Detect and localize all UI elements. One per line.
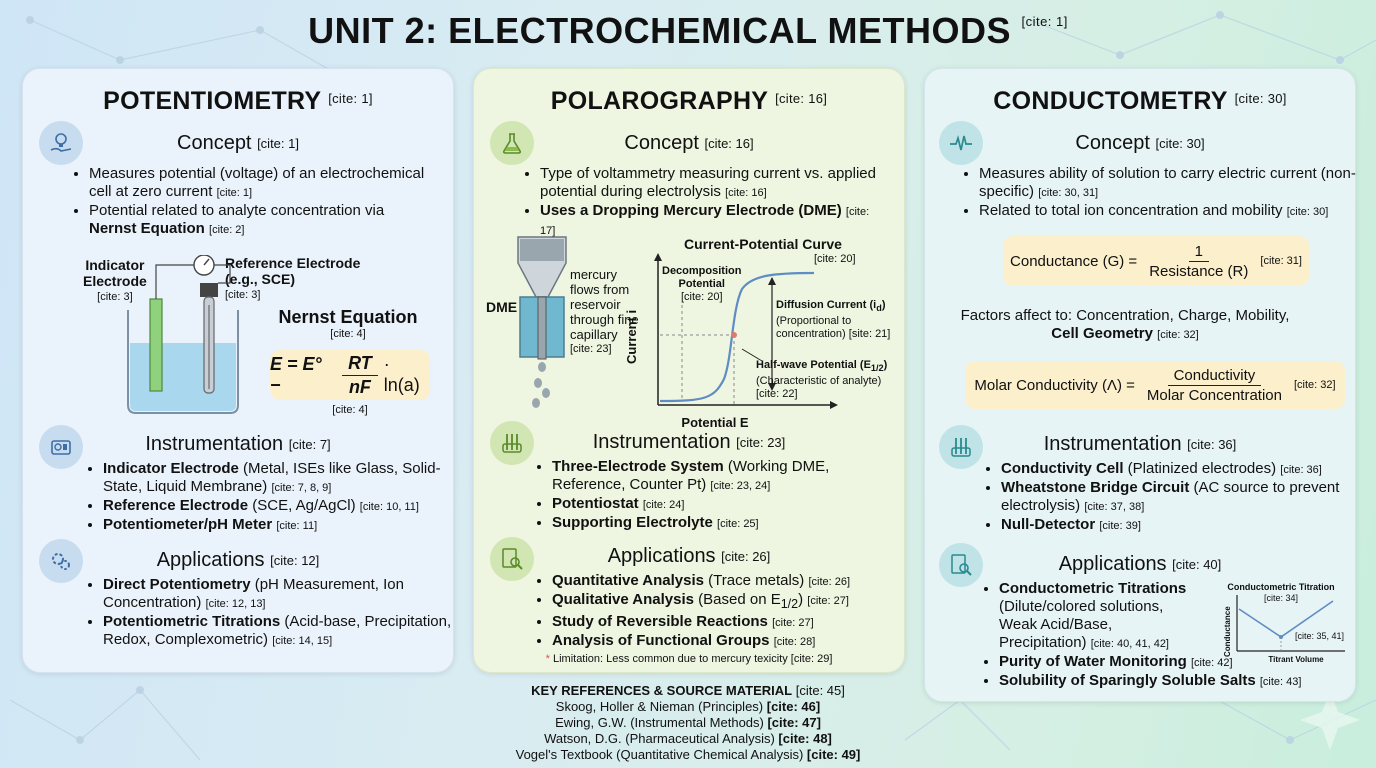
nernst-title — [273, 307, 423, 340]
note-line: through fine — [570, 312, 639, 327]
item-line: Weak Acid/Base, — [999, 616, 1113, 633]
item-cite: [cite: 14, 15] — [272, 635, 333, 647]
polarography-panel — [473, 68, 905, 673]
item-text: Measures ability of solution to carry electric current (non-specific) — [979, 165, 1356, 200]
potentiometry-applications-list — [85, 576, 453, 650]
heading-text: Concept — [1075, 132, 1150, 154]
nernst-lhs: E = E° − — [270, 354, 322, 395]
item-bold: Study of Reversible Reactions — [552, 613, 768, 630]
potentiometry-applications-heading — [23, 549, 453, 572]
item-cite: [cite: 12, 13] — [205, 598, 266, 610]
label-line: concentration) — [776, 328, 846, 341]
factors-cite: [cite: 32] — [1157, 329, 1199, 341]
list-item — [89, 165, 429, 202]
factors-line: Factors affect to: Concentration, Charge, Mobility, — [960, 307, 1290, 324]
formula-den: Molar Concentration — [1146, 386, 1282, 404]
reference-text: Skoog, Holler & Nieman (Principles) — [555, 699, 767, 714]
item-bold: Purity of Water Monitoring — [999, 653, 1187, 670]
list-item — [540, 165, 880, 202]
item-text: (pH Measurement, Ion Concentration) — [103, 576, 404, 611]
reference-text: Ewing, G.W. (Instrumental Methods) — [555, 715, 768, 730]
label-text: ) — [881, 299, 886, 311]
label-text: ) — [883, 359, 888, 371]
item-bold: Null-Detector — [1001, 516, 1096, 533]
formula-cite: [cite: 32] — [1293, 379, 1336, 391]
label-cite: [cite: 3] — [225, 289, 261, 301]
heading-text: Instrumentation — [145, 433, 284, 455]
list-item — [979, 202, 1364, 221]
heading-cite: [cite: 16] — [704, 136, 754, 151]
formula-lhs: Conductance (G) = — [1010, 252, 1138, 270]
mini-chart-xlabel: Titrant Volume — [1268, 655, 1324, 664]
polarography-concept-heading — [474, 132, 904, 155]
conductometry-panel — [924, 68, 1356, 702]
references-title-cite: [cite: 45] — [795, 683, 845, 698]
limitation-text: Limitation: Less common due to mercury texicity — [552, 653, 788, 665]
item-bold: Potentiostat — [552, 495, 639, 512]
conductometry-instrumentation-heading — [925, 433, 1355, 456]
item-bold: Supporting Electrolyte — [552, 514, 713, 531]
item-bold: Indicator Electrode — [103, 460, 239, 477]
reference-item — [473, 731, 903, 747]
potentiometry-concept-list — [71, 165, 429, 239]
curve-ylabel: Current i — [624, 309, 639, 364]
label-cite: [site: 21] — [848, 328, 891, 341]
item-bold: Wheatstone Bridge Circuit — [1001, 479, 1190, 496]
reference-cite: [cite: 48] — [778, 731, 832, 746]
item-cite: [cite: 2] — [209, 224, 245, 236]
item-bold: Solubility of Sparingly Soluble Salts — [999, 672, 1256, 689]
item-bold: Three-Electrode System — [552, 458, 724, 475]
list-item — [103, 613, 453, 650]
item-cite: [cite: 7, 8, 9] — [271, 482, 332, 494]
note-line: mercury — [570, 267, 617, 282]
note-cite: [cite: 23] — [570, 343, 612, 355]
item-cite: [cite: 16] — [725, 187, 767, 199]
item-text: (Metal, ISEs like Glass, Solid-State, Liquid Membrane) — [103, 460, 441, 495]
item-bold: Conductometric Titrations — [999, 580, 1187, 597]
item-text: (Based on E — [694, 591, 781, 608]
nernst-equation-cite: [cite: 4] — [332, 404, 368, 416]
factors-text — [925, 307, 1325, 344]
item-bold: Qualitative Analysis — [552, 591, 695, 608]
item-bold: Potentiometric Titrations — [103, 613, 281, 630]
item-text: (AC source to prevent electrolysis) — [1001, 479, 1340, 514]
reference-text: Vogel's Textbook (Quantitative Chemical Analysis) — [515, 747, 807, 762]
heading-cite: [cite: 7] — [288, 437, 331, 452]
diffusion-current-label — [776, 299, 890, 341]
potentiometry-concept-heading — [23, 132, 453, 155]
limitation-cite: [cite: 29] — [790, 653, 833, 665]
item-line: (Dilute/colored solutions, — [999, 598, 1164, 615]
list-item — [1001, 460, 1341, 479]
half-wave-potential-label — [756, 359, 887, 401]
page-title — [0, 10, 1376, 52]
polarography-applications-heading — [474, 545, 904, 568]
item-cite: [cite: 17] — [540, 206, 870, 237]
conductometry-concept-list — [961, 165, 1364, 221]
list-item — [103, 516, 453, 535]
reference-item — [473, 715, 903, 731]
item-bold: Direct Potentiometry — [103, 576, 251, 593]
label-line: (e.g., SCE) — [225, 271, 296, 287]
reference-cite: [cite: 47] — [767, 715, 821, 730]
nernst-title-text: Nernst Equation — [278, 307, 418, 327]
polarography-instrumentation-heading — [474, 431, 904, 454]
formula-num: Conductivity — [1168, 367, 1262, 386]
item-bold: Uses a Dropping Mercury Electrode (DME) — [540, 202, 842, 219]
note-line: flows from — [570, 282, 630, 297]
conductometry-concept-heading — [925, 132, 1355, 155]
label-cite: [cite: 3] — [97, 291, 133, 303]
conductance-fraction — [1143, 243, 1254, 280]
conductance-formula — [1003, 236, 1309, 286]
item-bold: Nernst Equation — [89, 220, 205, 237]
mini-titration-chart — [1225, 587, 1351, 657]
label-line: Electrode — [83, 273, 147, 289]
item-text: (SCE, Ag/AgCl) — [248, 497, 356, 514]
formula-num: 1 — [1189, 243, 1209, 262]
item-text: ) — [798, 591, 804, 608]
polarography-instrumentation-list — [534, 458, 892, 533]
potentiometry-concept-text: Concept — [177, 132, 252, 154]
item-cite: [cite: 37, 38] — [1084, 501, 1145, 513]
nernst-title-cite: [cite: 4] — [330, 328, 366, 340]
item-text: (Working DME, Reference, Counter Pt) — [552, 458, 830, 493]
heading-text: Instrumentation — [1043, 433, 1182, 455]
heading-cite: [cite: 40] — [1172, 557, 1222, 572]
factors-line: Cell Geometry — [1051, 325, 1153, 342]
conductometry-title — [925, 87, 1355, 116]
item-bold: Conductivity Cell — [1001, 460, 1124, 477]
limitation-note — [474, 653, 904, 665]
list-item — [979, 165, 1364, 202]
molar-fraction — [1141, 367, 1288, 404]
item-text: Measures potential (voltage) of an electrochemical cell at zero current — [89, 165, 425, 200]
item-cite: [cite: 42] — [1190, 657, 1233, 669]
list-item — [552, 572, 902, 591]
note-line: reservoir — [570, 297, 621, 312]
item-cite: [cite: 28] — [773, 636, 816, 648]
formula-cite: [cite: 31] — [1260, 255, 1302, 267]
label-cite: [cite: 22] — [756, 388, 798, 401]
label-line: Potential — [678, 278, 725, 290]
nernst-fraction — [342, 353, 378, 398]
item-cite: [cite: 10, 11] — [359, 501, 419, 513]
polarography-title-text: POLAROGRAPHY — [550, 87, 768, 115]
nernst-equation — [270, 350, 430, 400]
item-cite: [cite: 11] — [276, 520, 318, 532]
list-item — [999, 672, 1359, 691]
conductometry-applications-heading — [925, 553, 1355, 576]
references-title: KEY REFERENCES & SOURCE MATERIAL — [531, 683, 793, 698]
reference-cite: [cite: 49] — [806, 747, 861, 762]
item-text: Related to total ion concentration and mobility — [979, 202, 1283, 219]
item-cite: [cite: 40, 41, 42] — [1090, 638, 1169, 650]
heading-cite: [cite: 36] — [1187, 437, 1237, 452]
item-text: Potential related to analyte concentration via — [89, 202, 385, 219]
heading-text: Applications — [607, 545, 716, 567]
polarography-title-cite: [cite: 16] — [775, 91, 828, 106]
label-cite: [cite: 20] — [680, 291, 723, 303]
curve-title: Current-Potential Curve — [684, 236, 842, 252]
conductometry-title-text: CONDUCTOMETRY — [993, 87, 1228, 115]
label-text: Half-wave Potential (E — [756, 359, 871, 371]
item-text: (Acid-base, Precipitation, Redox, Complexometric) — [103, 613, 452, 648]
conductometry-instrumentation-list — [983, 460, 1341, 535]
heading-cite: [cite: 23] — [736, 435, 786, 450]
list-item — [552, 613, 902, 632]
electrochemical-cell-diagram — [118, 255, 253, 415]
list-item — [552, 514, 892, 533]
label-sub: 1/2 — [870, 363, 884, 374]
list-item — [103, 576, 453, 613]
item-cite: [cite: 43] — [1259, 676, 1302, 688]
item-bold: Quantitative Analysis — [552, 572, 704, 589]
formula-den: Resistance (R) — [1149, 262, 1249, 280]
heading-text: Applications — [156, 549, 265, 571]
polarography-concept-list — [522, 165, 880, 240]
label-line: (Proportional to — [776, 315, 852, 328]
item-text: Type of voltammetry measuring current vs. applied potential during electrolysis — [540, 165, 876, 200]
list-item — [552, 632, 902, 651]
limitation-marker: * — [545, 653, 550, 665]
item-cite: [cite: 27] — [807, 595, 849, 607]
heading-text: Applications — [1058, 553, 1167, 575]
label-line: (Characteristic of analyte) — [756, 375, 882, 388]
mini-chart-ylabel: Conductance — [1223, 606, 1232, 657]
item-cite: [cite: 39] — [1099, 520, 1141, 532]
item-cite: [cite: 30] — [1286, 206, 1329, 218]
note-line: capillary — [570, 327, 618, 342]
polarography-applications-list — [534, 572, 902, 651]
reference-cite: [cite: 46] — [766, 699, 821, 714]
nernst-rhs: · ln(a) — [383, 354, 420, 395]
heading-cite: [cite: 26] — [721, 549, 771, 564]
item-bold: Analysis of Functional Groups — [552, 632, 770, 649]
polarography-title — [474, 87, 904, 116]
references-section — [473, 683, 903, 763]
conductometry-title-cite: [cite: 30] — [1234, 91, 1287, 106]
item-sub: 1/2 — [780, 597, 799, 611]
potentiometry-panel — [22, 68, 454, 673]
item-cite: [cite: 27] — [772, 617, 814, 629]
item-line: Precipitation) — [999, 634, 1087, 651]
page-title-text: UNIT 2: ELECTROCHEMICAL METHODS — [308, 10, 1011, 51]
potentiometry-title — [23, 87, 453, 116]
dropping-mercury-electrode-diagram — [512, 235, 572, 415]
reference-item — [473, 699, 903, 715]
label-sub: d — [876, 303, 882, 314]
list-item — [1001, 479, 1341, 516]
mini-chart-point-cite: [cite: 35, 41] — [1295, 631, 1345, 641]
label-line: Indicator — [85, 257, 145, 273]
label-line: Decomposition — [662, 265, 742, 277]
heading-text: Concept — [624, 132, 699, 154]
list-item — [1001, 516, 1341, 535]
mini-chart-title-text: Conductometric Titration — [1227, 582, 1335, 592]
list-item — [103, 460, 453, 497]
label-text: Diffusion Current (i — [776, 299, 877, 311]
list-item — [552, 495, 892, 514]
curve-title-cite: [cite: 20] — [814, 253, 856, 265]
nernst-den: nF — [348, 376, 371, 397]
item-cite: [cite: 1] — [216, 187, 253, 199]
potentiometry-title-cite: [cite: 1] — [328, 91, 373, 106]
molar-conductivity-formula — [965, 361, 1345, 409]
list-item — [552, 458, 892, 495]
dme-label: DME — [486, 299, 518, 315]
heading-cite: [cite: 30] — [1155, 136, 1205, 151]
list-item — [103, 497, 453, 516]
item-cite: [cite: 26] — [808, 576, 851, 588]
potentiometry-instrumentation-heading — [23, 433, 453, 456]
reference-item — [473, 747, 903, 763]
item-bold: Reference Electrode — [103, 497, 249, 514]
mini-chart-title-cite: [cite: 34] — [1263, 593, 1299, 603]
potentiometry-instrumentation-list — [85, 460, 453, 535]
item-text: (Platinized electrodes) — [1123, 460, 1277, 477]
list-item — [89, 202, 429, 239]
item-cite: [cite: 23, 24] — [710, 480, 771, 492]
heading-cite: [cite: 12] — [270, 553, 320, 568]
list-item — [540, 202, 880, 240]
item-cite: [cite: 30, 31] — [1038, 187, 1099, 199]
decomposition-potential-label — [662, 265, 741, 304]
potentiometry-title-text: POTENTIOMETRY — [103, 87, 321, 115]
curve-xlabel: Potential E — [681, 415, 749, 430]
item-cite: [cite: 36] — [1280, 464, 1322, 476]
potentiometry-concept-cite: [cite: 1] — [257, 136, 299, 151]
page-title-cite: [cite: 1] — [1021, 14, 1068, 29]
reference-text: Watson, D.G. (Pharmaceutical Analysis) — [544, 731, 779, 746]
item-text: (Trace metals) — [704, 572, 805, 589]
list-item — [552, 591, 902, 613]
item-bold: Potentiometer/pH Meter — [103, 516, 273, 533]
label-line: Reference Electrode — [225, 255, 361, 271]
formula-lhs: Molar Conductivity (Λ) = — [974, 376, 1135, 394]
item-cite: [cite: 25] — [717, 518, 759, 530]
item-cite: [cite: 24] — [642, 499, 685, 511]
nernst-num: RT — [342, 353, 378, 376]
heading-text: Instrumentation — [592, 431, 731, 453]
